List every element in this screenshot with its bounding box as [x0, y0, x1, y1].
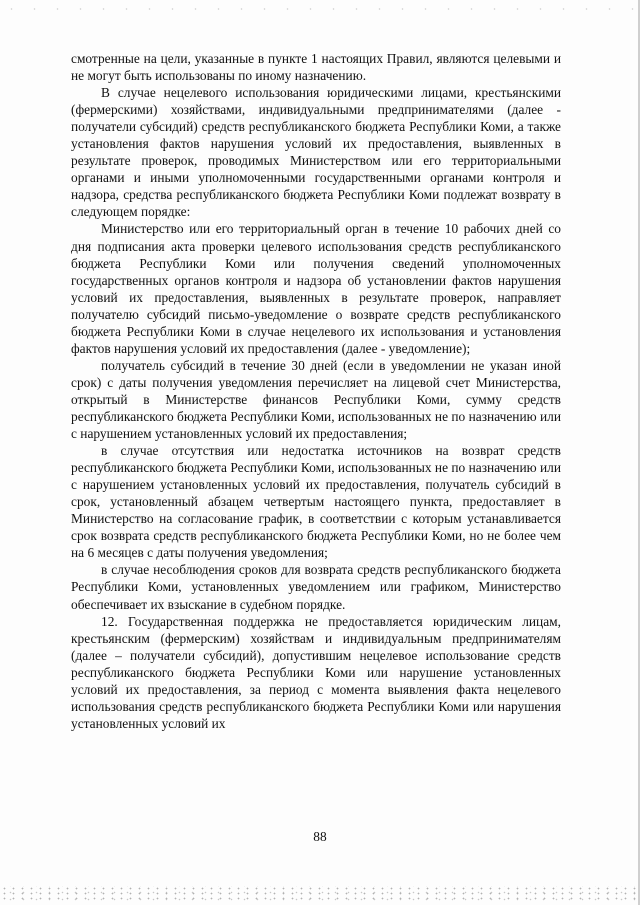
paragraph-ministry-notice: Министерство или его территориальный орган в течение 10 рабочих дней со дня подписания акта проверки целевого использования средств республиканского бюджета Республики Коми или получения сведений уполномоченных государственных органов контроля и надзора об установлении фактов нарушения условий их предоставления, выявленных в результате проверок, направляет получателю субсидий письмо-уведомление о возврате средств республиканского бюджета Республики Коми в случае нецелевого их использования и установления фактов нарушения условий их предоставления (далее - уведомление); [71, 221, 561, 356]
paragraph-court-recovery: в случае несоблюдения сроков для возврата средств республиканского бюджета Республики Коми, установленных уведомлением или графиком, Министерство обеспечивает их взыскание в судебном порядке. [71, 562, 561, 612]
scan-artifact-top [0, 6, 640, 14]
paragraph-misuse-return: В случае нецелевого использования юридическими лицами, крестьянскими (фермерскими) хозяйствами, индивидуальными предпринимателями (далее - получатели субсидий) средств республиканского бюджета Республики Коми, а также установления фактов нарушения условий их предоставления, выявленных в результате проверок, проводимых Министерством или его территориальными органами и иными уполномоченными государственными органами контроля и надзора, средства республиканского бюджета Республики Коми подлежат возврату в следующем порядке: [71, 85, 561, 220]
paragraph-repayment-schedule: в случае отсутствия или недостатка источников на возврат средств республиканского бюджета Республики Коми, использованных не по назначению или с нарушением установленных условий их предоставления, получатель субсидий в срок, установленный абзацем четвертым настоящего пункта, предоставляет в Министерство на согласование график, в соответствии с которым устанавливается срок возврата средств республиканского бюджета Республики Коми, но не более чем на 6 месяцев с даты получения уведомления; [71, 443, 561, 561]
paragraph-recipient-transfer: получатель субсидий в течение 30 дней (если в уведомлении не указан иной срок) с даты получения уведомления перечисляет на лицевой счет Министерства, открытый в Министерстве финансов Республики Коми, сумму средств республиканского бюджета Республики Коми, использованных не по назначению или с нарушением установленных условий их предоставления; [71, 357, 561, 442]
scan-artifact-bottom [0, 886, 640, 902]
paragraph-continuation: смотренные на цели, указанные в пункте 1 настоящих Правил, являются целевыми и не могут быть использованы по иному назначению. [71, 51, 561, 84]
paragraph-item-12: 12. Государственная поддержка не предоставляется юридическим лицам, крестьянским (фермерским) хозяйствам и индивидуальным предпринимателям (далее – получатели субсидий), допустившим нецелевое использование средств республиканского бюджета Республики Коми или нарушение установленных условий их предоставления, за период с момента выявления факта нецелевого использования средств республиканского бюджета Республики Коми или нарушения установленных условий их [71, 613, 561, 731]
document-body [71, 50, 561, 732]
page-number: 88 [313, 829, 327, 844]
